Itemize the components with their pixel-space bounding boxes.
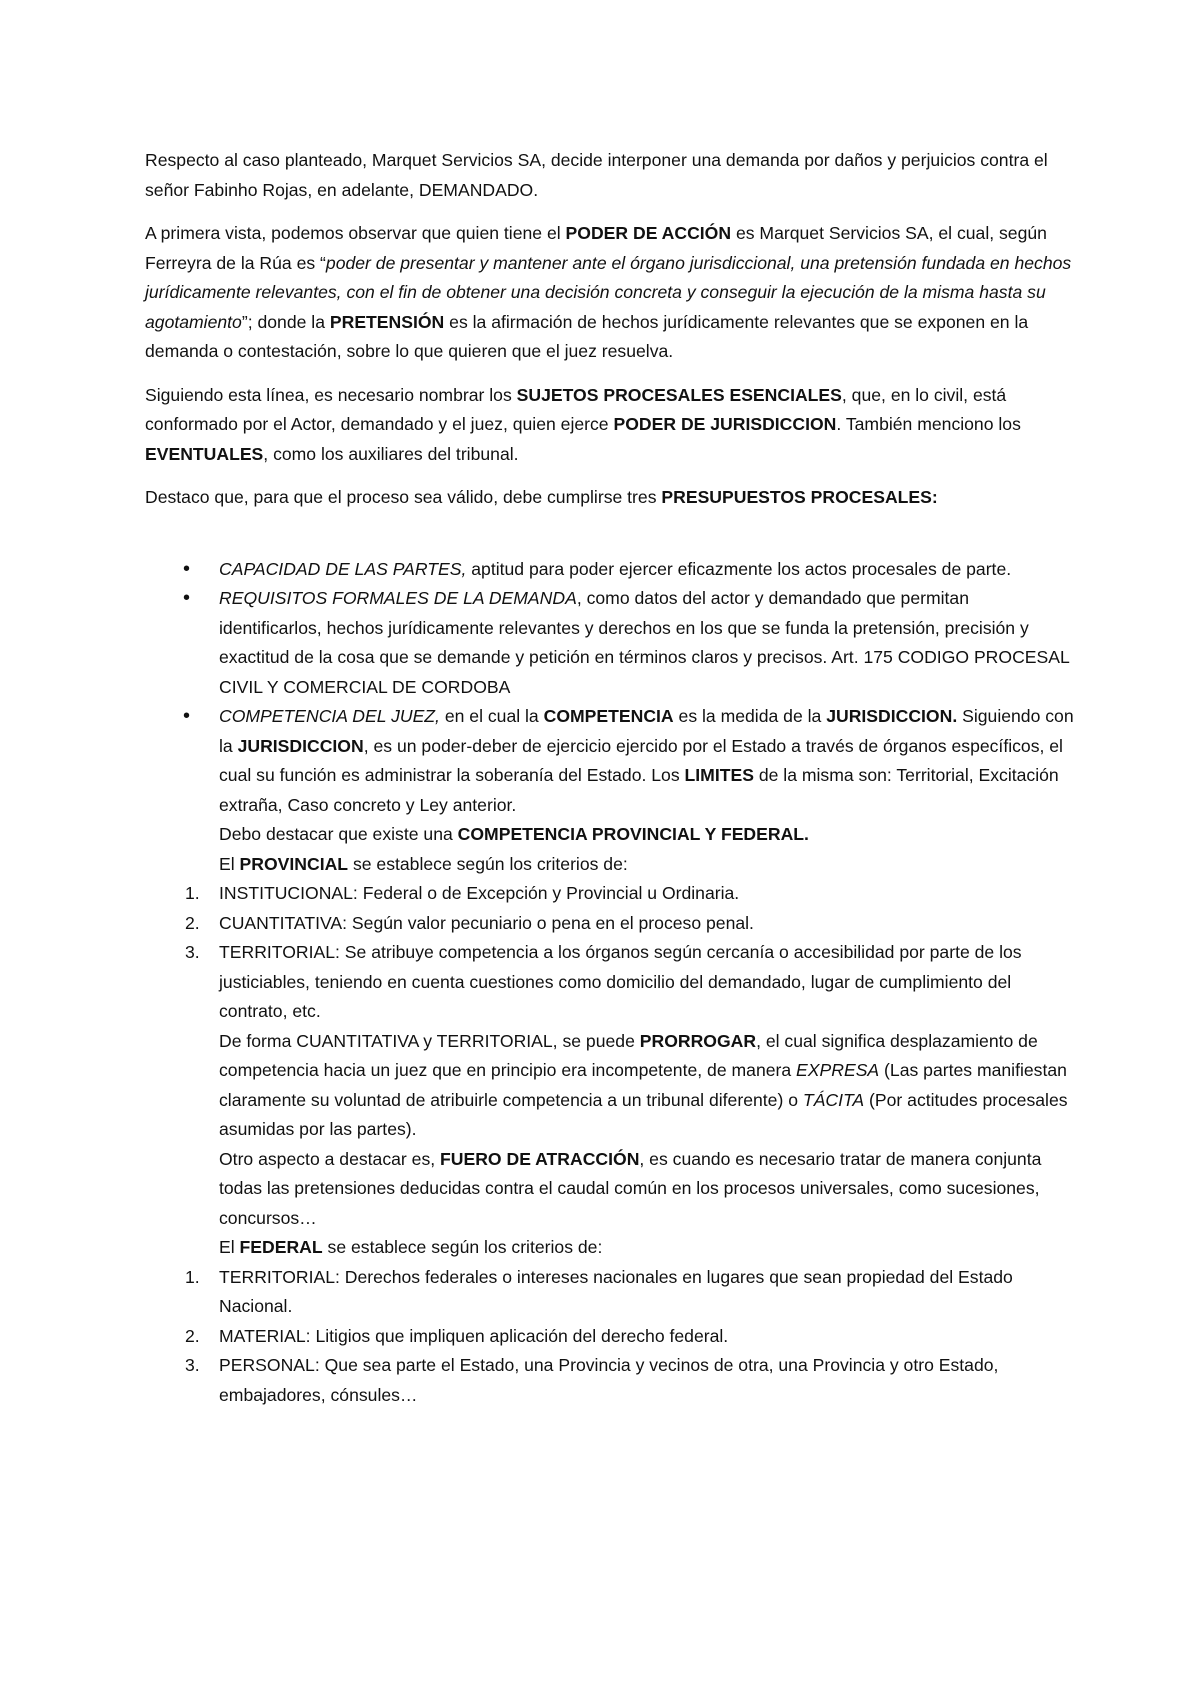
item-number: 3.: [185, 942, 200, 962]
paragraph-presupuestos: [145, 483, 1075, 513]
text: El: [219, 1237, 240, 1257]
bullet-list: [145, 555, 1075, 1411]
text: se establece según los criterios de:: [348, 853, 628, 874]
item-text: INSTITUCIONAL: Federal o de Excepción y Provincial u Ordinaria.: [219, 883, 740, 903]
line-federal: [219, 1233, 1075, 1263]
paragraph-intro: [145, 146, 1075, 205]
term-tacita: TÁCITA: [802, 1089, 865, 1110]
term-expresa: EXPRESA: [796, 1060, 880, 1080]
text: es la medida de la: [673, 706, 827, 726]
term-jurisdiccion: JURISDICCION: [237, 735, 364, 756]
item-number: 2.: [185, 912, 200, 933]
text: se establece según los criterios de:: [322, 1237, 603, 1257]
text: , es un poder-deber de ejercicio ejercido por el Estado a través de órganos específicos, el cual su función es administrar la soberanía del Estado. Los: [219, 735, 1063, 785]
term-federal: FEDERAL: [239, 1237, 323, 1257]
text: Destaco que, para que el proceso sea válido, debe cumplirse tres: [145, 487, 662, 507]
bullet-title: CAPACIDAD DE LAS PARTES,: [219, 558, 467, 579]
text: ”; donde la: [241, 311, 330, 332]
paragraph-sujetos: [145, 381, 1075, 470]
term-limites: LIMITES: [684, 765, 754, 785]
list-item: [185, 879, 1075, 909]
item-number: 1.: [185, 1266, 200, 1287]
text: aptitud para poder ejercer eficazmente los actos procesales de parte.: [466, 558, 1012, 579]
bullet-capacidad: [145, 555, 1075, 585]
line-provincial: [219, 850, 1075, 880]
item-number: 1.: [185, 883, 200, 903]
intro-text: Respecto al caso planteado, Marquet Servicios SA, decide interponer una demanda por daños y perjuicios contra el señor Fabinho Rojas, en adelante, DEMANDADO.: [145, 150, 1048, 200]
list-item: [185, 1351, 1075, 1410]
term-competencia: COMPETENCIA: [543, 706, 674, 726]
spacer: [145, 527, 1075, 555]
item-number: 2.: [185, 1325, 200, 1346]
text: Siguiendo con la: [219, 706, 1074, 756]
list-item: [185, 1263, 1075, 1322]
quote-definition: poder de presentar y mantener ante el órgano jurisdiccional, una pretensión fundada en hechos jurídicamente relevantes, con el fin de obtener una decisión concreta y conseguir la ejecución de la misma hasta su agotamiento: [145, 252, 1072, 332]
text: Otro aspecto a destacar es,: [219, 1148, 441, 1169]
text: , que, en lo civil, está conformado por el Actor, demandado y el juez, quien ejerce: [145, 384, 1007, 434]
term-poder-jurisdiccion: PODER DE JURISDICCION: [613, 414, 837, 434]
item-text: CUANTITATIVA: Según valor pecuniario o pena en el proceso penal.: [219, 912, 754, 933]
text: , el cual significa desplazamiento de competencia hacia un juez que en principio era incompetente, de manera: [219, 1030, 1038, 1080]
text: , es cuando es necesario tratar de manera conjunta todas las pretensiones deducidas contra el caudal común en los procesos universales, como sucesiones, concursos…: [219, 1148, 1042, 1228]
term-presupuestos: PRESUPUESTOS PROCESALES:: [661, 487, 938, 507]
text: Siguiendo esta línea, es necesario nombrar los: [145, 384, 517, 405]
text: es Marquet Servicios SA, el cual, según Ferreyra de la Rúa es “: [145, 223, 1047, 273]
text: de la misma son: Territorial, Excitación extraña, Caso concreto y Ley anterior.: [219, 765, 1059, 815]
bullet-title: COMPETENCIA DEL JUEZ,: [219, 706, 440, 726]
term-fuero-atraccion: FUERO DE ATRACCIÓN: [440, 1148, 640, 1169]
list-item: [185, 909, 1075, 939]
bullet-competencia: [145, 702, 1075, 1410]
text: es la afirmación de hechos jurídicamente relevantes que se exponen en la demanda o contestación, sobre lo que quieren que el juez resuelva.: [145, 311, 1029, 361]
text: . También menciono los: [836, 414, 1021, 434]
line-competencia-prov-fed: [219, 820, 1075, 850]
provincial-criteria-list: [185, 879, 1075, 1233]
text: , como datos del actor y demandado que permitan identificarlos, hechos jurídicamente relevantes y derechos en los que se funda la pretensión, precisión y exactitud de la cosa que se demande y petición en términos claros y precisos. Art. 175 CODIGO PROCESAL CIVIL Y COMERCIAL DE CORDOBA: [219, 588, 1070, 697]
text: (Por actitudes procesales asumidas por las partes).: [219, 1089, 1068, 1139]
text: El: [219, 853, 240, 874]
paragraph-prorrogar: [219, 1027, 1075, 1145]
item-text: TERRITORIAL: Derechos federales o intereses nacionales en lugares que sean propiedad del Estado Nacional.: [219, 1266, 1013, 1316]
item-text: TERRITORIAL: Se atribuye competencia a los órganos según cercanía o accesibilidad por parte de los justiciables, teniendo en cuenta cuestiones como domicilio del demandado, lugar de cumplimiento del contrato, etc.: [219, 942, 1022, 1021]
text: en el cual la: [439, 706, 544, 726]
list-item: [185, 938, 1075, 1233]
term-sujetos: SUJETOS PROCESALES ESENCIALES: [516, 384, 842, 405]
paragraph-poder-accion: [145, 219, 1075, 367]
federal-criteria-list: [185, 1263, 1075, 1411]
text: , como los auxiliares del tribunal.: [263, 443, 519, 464]
term-pretension: PRETENSIÓN: [329, 311, 445, 332]
term-eventuales: EVENTUALES: [145, 443, 264, 464]
text: (Las partes manifiestan claramente su voluntad de atribuirle competencia a un tribunal diferente) o: [219, 1060, 1067, 1110]
text: De forma CUANTITATIVA y TERRITORIAL, se puede: [219, 1030, 640, 1051]
list-item: [185, 1322, 1075, 1352]
term-jurisdiccion: JURISDICCION.: [826, 706, 958, 726]
term-prorrogar: PRORROGAR: [639, 1030, 757, 1051]
text: Debo destacar que existe una: [219, 824, 458, 844]
term-poder-accion: PODER DE ACCIÓN: [565, 223, 732, 243]
item-text: MATERIAL: Litigios que impliquen aplicación del derecho federal.: [219, 1325, 729, 1346]
text: A primera vista, podemos observar que quien tiene el: [145, 223, 566, 243]
paragraph-fuero: [219, 1145, 1075, 1234]
term-comp-prov-fed: COMPETENCIA PROVINCIAL Y FEDERAL.: [457, 824, 809, 844]
item-text: PERSONAL: Que sea parte el Estado, una Provincia y vecinos de otra, una Provincia y otro Estado, embajadores, cónsules…: [219, 1355, 999, 1405]
bullet-requisitos: [145, 584, 1075, 702]
term-provincial: PROVINCIAL: [239, 853, 349, 874]
bullet-title: REQUISITOS FORMALES DE LA DEMANDA: [219, 588, 577, 608]
item-number: 3.: [185, 1355, 200, 1375]
